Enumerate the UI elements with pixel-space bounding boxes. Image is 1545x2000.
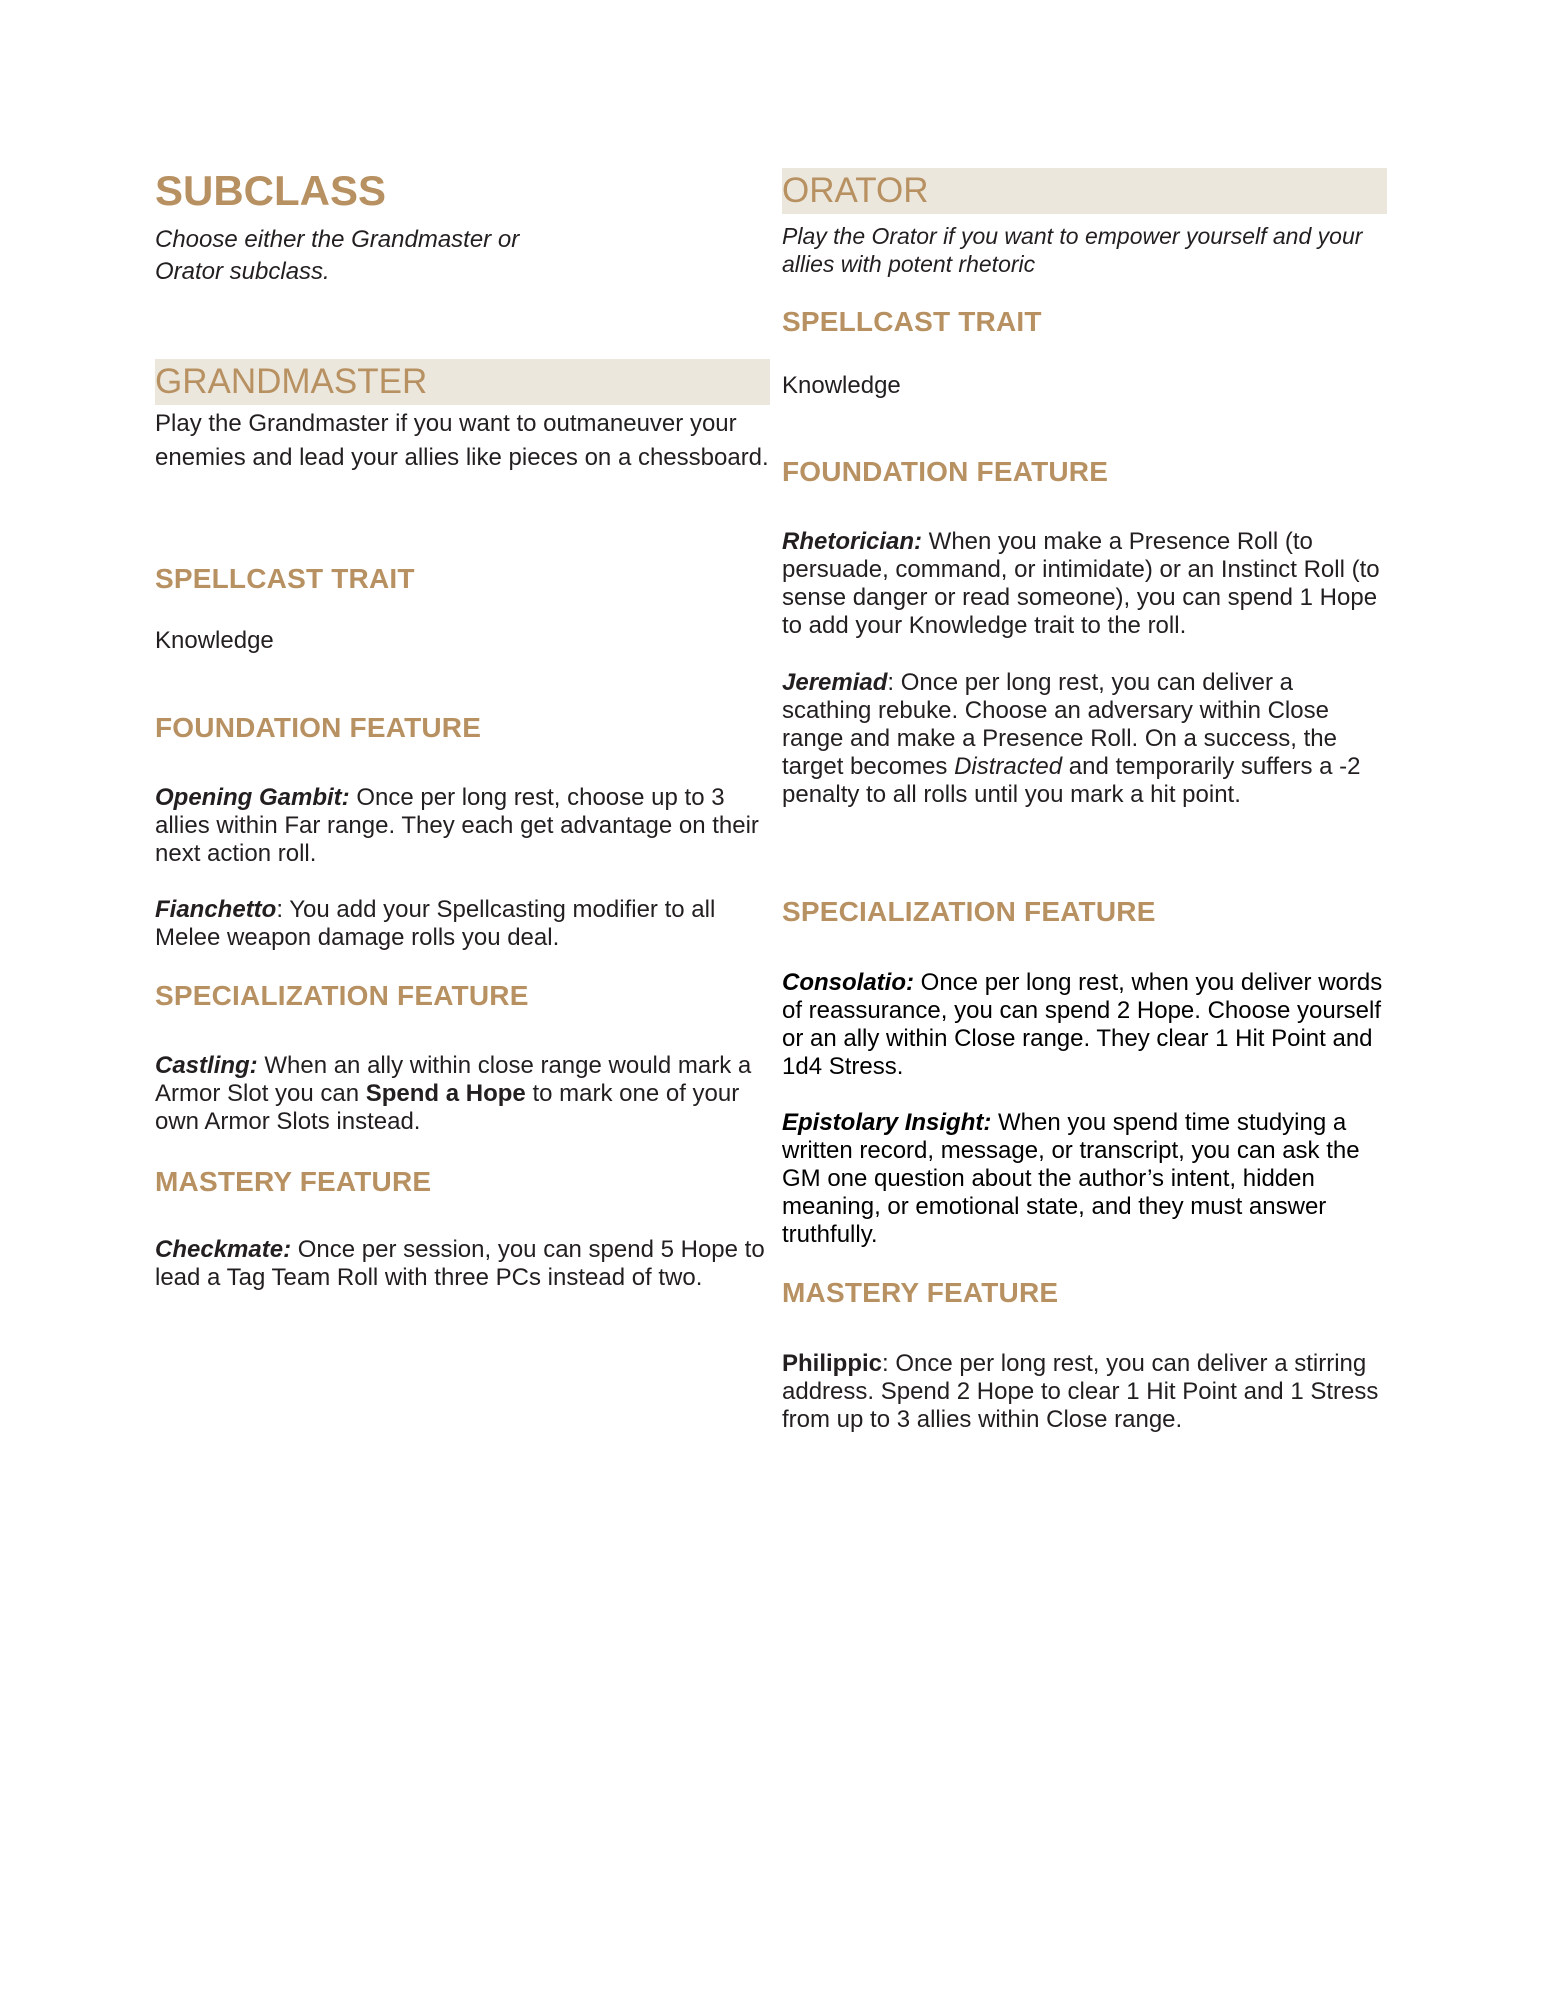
jeremiad-name: Jeremiad — [782, 669, 888, 696]
castling-text-a: When an ally within close range would mark a Armor Slot you can — [155, 1052, 752, 1107]
jeremiad-text-a: : Once per long rest, you can deliver a scathing rebuke. Choose an adversary within Close range and make a Presence Roll. On a success, the target becomes — [782, 669, 1337, 780]
orator-spellcast-heading: SPELLCAST TRAIT — [782, 306, 1042, 337]
orator-mastery-heading: MASTERY FEATURE — [782, 1277, 1059, 1308]
jeremiad-italic-text: Distracted — [954, 753, 1063, 780]
rhetorician-text: When you make a Presence Roll (to persuade, command, or intimidate) or an Instinct Roll (to sense danger or read someone), you can spend 1 Hope to add your Knowledge trait to the roll. — [782, 528, 1380, 639]
grandmaster-foundation-heading: FOUNDATION FEATURE — [155, 712, 482, 743]
orator-spellcast-value: Knowledge — [782, 372, 901, 399]
orator-specialization-heading: SPECIALIZATION FEATURE — [782, 896, 1156, 927]
consolatio-name: Consolatio: — [782, 969, 914, 996]
philippic-feature — [782, 1350, 1387, 1434]
rhetorician-name: Rhetorician: — [782, 528, 923, 555]
castling-text-b: to mark one of your own Armor Slots instead. — [155, 1080, 740, 1135]
consolatio-feature — [782, 969, 1387, 1081]
epistolary-insight-text: When you spend time studying a written record, message, or transcript, you can ask the GM one question about the author’s intent, hidden meaning, or emotional state, and they must answer truthfully. — [782, 1109, 1360, 1248]
checkmate-text: Once per session, you can spend 5 Hope to lead a Tag Team Roll with three PCs instead of two. — [155, 1236, 765, 1291]
philippic-text: : Once per long rest, you can deliver a stirring address. Spend 2 Hope to clear 1 Hit Point and 1 Stress from up to 3 allies within Close range. — [782, 1350, 1379, 1433]
opening-gambit-text: Once per long rest, choose up to 3 allies within Far range. They each get advantage on their next action roll. — [155, 784, 759, 867]
castling-bold-text: Spend a Hope — [365, 1080, 526, 1107]
page-title: SUBCLASS — [155, 167, 387, 214]
jeremiad-text-b: and temporarily suffers a -2 penalty to all rolls until you mark a hit point. — [782, 753, 1361, 808]
checkmate-feature — [155, 1236, 770, 1292]
subclass-intro: Choose either the Grandmaster or Orator subclass. — [155, 226, 520, 285]
opening-gambit-name: Opening Gambit: — [155, 784, 350, 811]
consolatio-text: Once per long rest, when you deliver words of reassurance, you can spend 2 Hope. Choose yourself or an ally within Close range. They clear 1 Hit Point and 1d4 Stress. — [782, 969, 1383, 1080]
jeremiad-feature — [782, 669, 1387, 809]
grandmaster-banner: GRANDMASTER — [155, 359, 770, 405]
orator-banner: ORATOR — [782, 168, 1387, 214]
philippic-name: Philippic — [782, 1350, 883, 1377]
epistolary-insight-name: Epistolary Insight: — [782, 1109, 992, 1136]
fianchetto-text: : You add your Spellcasting modifier to all Melee weapon damage rolls you deal. — [155, 896, 716, 951]
opening-gambit-feature — [155, 784, 770, 868]
grandmaster-description: Play the Grandmaster if you want to outmaneuver your enemies and lead your allies like pieces on a chessboard. — [155, 410, 769, 471]
grandmaster-specialization-heading: SPECIALIZATION FEATURE — [155, 980, 529, 1011]
orator-foundation-heading: FOUNDATION FEATURE — [782, 456, 1109, 487]
castling-name: Castling: — [155, 1052, 258, 1079]
castling-feature — [155, 1052, 770, 1136]
fianchetto-feature — [155, 896, 770, 952]
checkmate-name: Checkmate: — [155, 1236, 292, 1263]
rhetorician-feature — [782, 528, 1387, 640]
epistolary-insight-feature — [782, 1109, 1387, 1249]
grandmaster-mastery-heading: MASTERY FEATURE — [155, 1166, 432, 1197]
orator-description: Play the Orator if you want to empower yourself and your allies with potent rhetoric — [782, 223, 1363, 277]
fianchetto-name: Fianchetto — [155, 896, 277, 923]
grandmaster-spellcast-value: Knowledge — [155, 627, 274, 654]
grandmaster-spellcast-heading: SPELLCAST TRAIT — [155, 563, 415, 594]
